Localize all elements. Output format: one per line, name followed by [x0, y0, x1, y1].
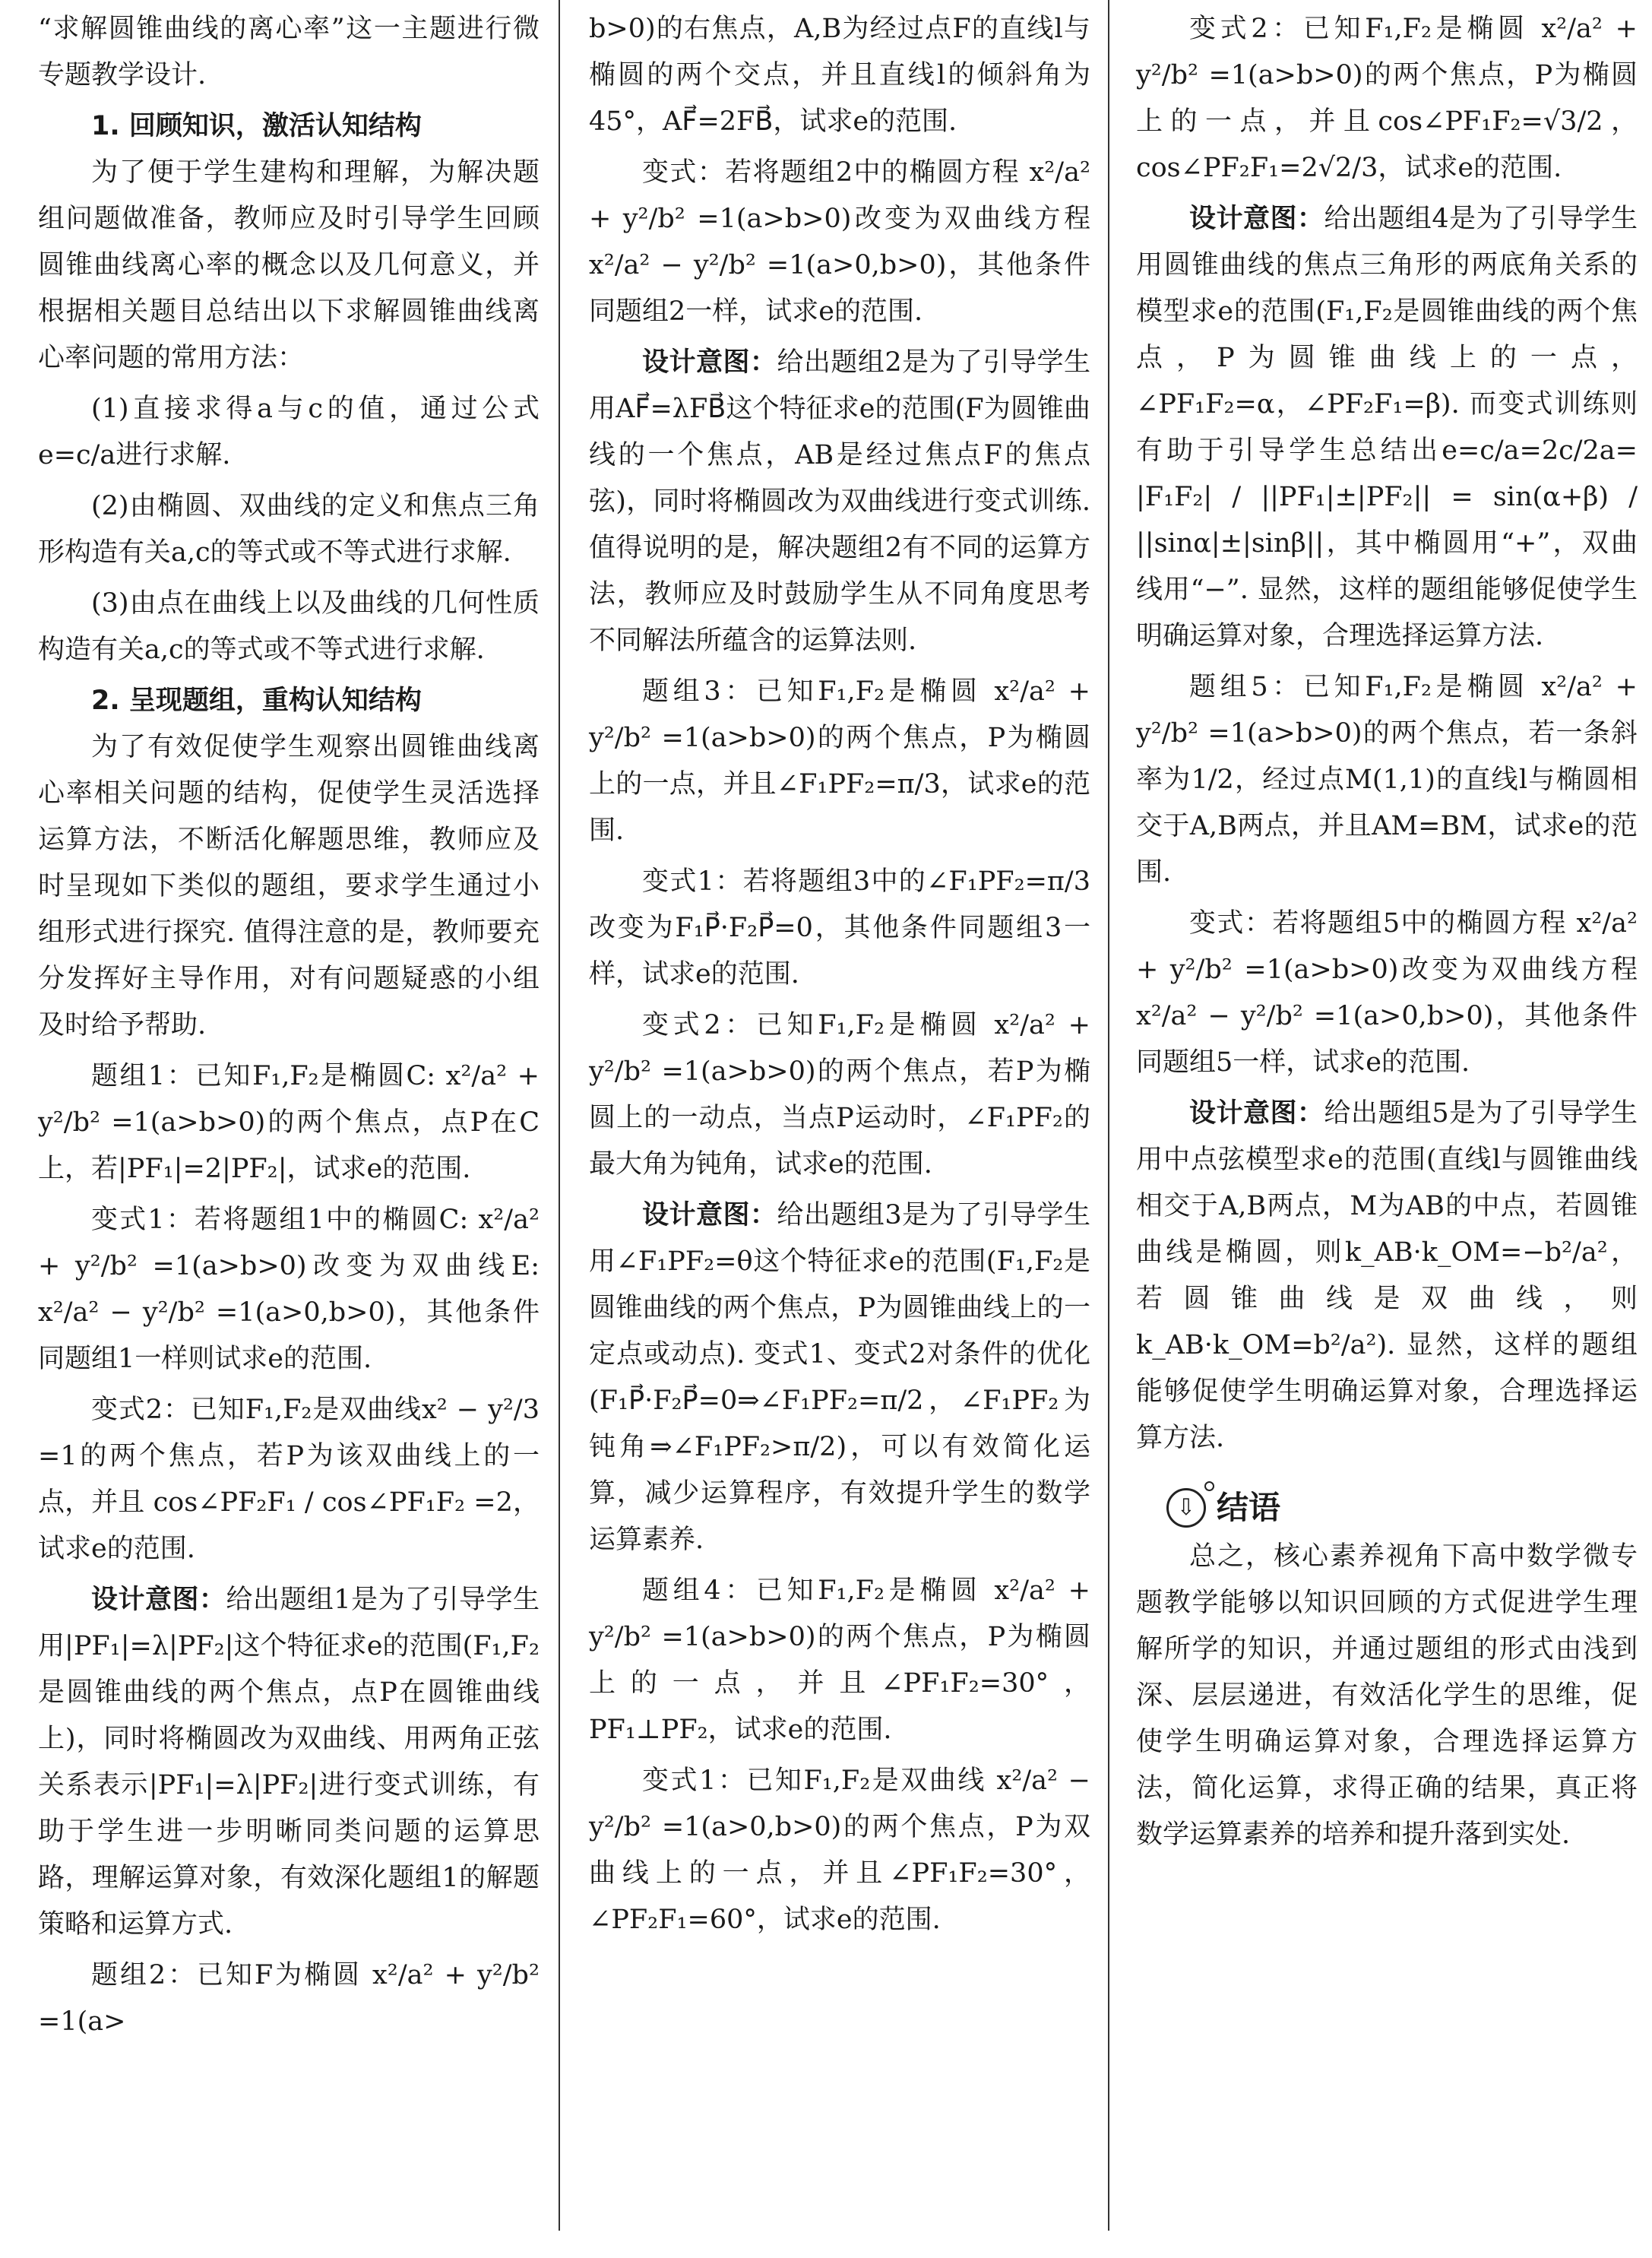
- design-intent-label: 设计意图：: [642, 347, 777, 378]
- paragraph-text: “求解圆锥曲线的离心率”这一主题进行微专题教学设计.: [38, 14, 540, 90]
- paragraph-text: 为了便于学生建构和理解，为解决题组问题做准备，教师应及时引导学生回顾圆锥曲线离心率的概念以及几何意义，并根据相关题目总结出以下求解圆锥曲线离心率问题的常用方法：: [38, 157, 540, 373]
- paragraph-text: 题组4：已知F₁,F₂是椭圆 x²/a² + y²/b² =1(a>b>0)的两个焦点，P为椭圆上的一点，并且∠PF₁F₂=30°，PF₁⊥PF₂，试求e的范围.: [589, 1576, 1090, 1745]
- design-intent-paragraph: [1136, 1091, 1638, 1462]
- paragraph: [38, 483, 540, 576]
- paragraph-text: 变式1：已知F₁,F₂是双曲线 x²/a² − y²/b² =1(a>0,b>0)的两个焦点，P为双曲线上的一点，并且∠PF₁F₂=30°，∠PF₂F₁=60°，试求e的范围.: [589, 1766, 1090, 1935]
- section-heading: 2. 呈现题组，重构认知结构: [91, 686, 422, 716]
- paragraph-text: 题组2：已知F为椭圆 x²/a² + y²/b² =1(a>: [38, 1960, 540, 2037]
- column-divider: [559, 0, 560, 2231]
- paragraph: [1136, 1534, 1638, 1858]
- paragraph-text: (3)由点在曲线上以及曲线的几何性质构造有关a,c的等式或不等式进行求解.: [38, 588, 540, 665]
- paragraph: [1136, 6, 1638, 192]
- paragraph: [589, 6, 1090, 145]
- paragraph-text: 题组1：已知F₁,F₂是椭圆C: x²/a² + y²/b² =1(a>b>0)的两个焦点，点P在C上，若|PF₁|=2|PF₂|，试求e的范围.: [38, 1061, 540, 1184]
- design-intent-label: 设计意图：: [91, 1585, 226, 1615]
- paragraph: [38, 386, 540, 479]
- design-intent-paragraph: [589, 1192, 1090, 1563]
- paragraph: [589, 1002, 1090, 1188]
- paragraph: [589, 1568, 1090, 1753]
- paragraph-text: (2)由椭圆、双曲线的定义和焦点三角形构造有关a,c的等式或不等式进行求解.: [38, 491, 540, 568]
- paragraph-text: b>0)的右焦点，A,B为经过点F的直线l与椭圆的两个交点，并且直线l的倾斜角为45°，AF⃗=2FB⃗，试求e的范围.: [589, 14, 1090, 137]
- paragraph: [1136, 901, 1638, 1086]
- paragraph-text: 为了有效促使学生观察出圆锥曲线离心率相关问题的结构，促使学生灵活选择运算方法，不断活化解题思维，教师应及时呈现如下类似的题组，要求学生通过小组形式进行探究. 值得注意的是，教师要充分发挥好主导作用，对有问题疑惑的小组及时给予帮助.: [38, 732, 540, 1040]
- paragraph-text: 给出题组3是为了引导学生用∠F₁PF₂=θ这个特征求e的范围(F₁,F₂是圆锥曲线的两个焦点，P为圆锥曲线上的一定点或动点). 变式1、变式2对条件的优化(F₁P⃗·F₂P⃗=0⇒∠F₁PF₂=π/2，∠F₁PF₂为钝角⇒∠F₁PF₂>π/2)，可以有效简化运算，减少运算程序，有效提升学生的数学运算素养.: [589, 1200, 1090, 1555]
- paragraph: [589, 150, 1090, 335]
- column-divider: [1108, 0, 1109, 2231]
- column-2: [589, 6, 1090, 1948]
- paragraph-text: 变式2：已知F₁,F₂是椭圆 x²/a² + y²/b² =1(a>b>0)的两个焦点，若P为椭圆上的一动点，当点P运动时，∠F₁PF₂的最大角为钝角，试求e的范围.: [589, 1010, 1090, 1180]
- paragraph-text: 变式2：已知F₁,F₂是椭圆 x²/a² + y²/b² =1(a>b>0)的两个焦点，P为椭圆上的一点，并且cos∠PF₁F₂=√3/2，cos∠PF₂F₁=2√2/3，试求e的范围.: [1136, 14, 1638, 183]
- paragraph-text: 变式2：已知F₁,F₂是双曲线x² − y²/3 =1的两个焦点，若P为该双曲线上的一点，并且 cos∠PF₂F₁ / cos∠PF₁F₂ =2，试求e的范围.: [38, 1395, 540, 1564]
- paragraph-text: 题组5：已知F₁,F₂是椭圆 x²/a² + y²/b² =1(a>b>0)的两个焦点，若一条斜率为1/2，经过点M(1,1)的直线l与椭圆相交于A,B两点，并且AM=BM，试求e的范围.: [1136, 672, 1638, 888]
- paragraph-text: (1)直接求得a与c的值，通过公式e=c/a进行求解.: [38, 394, 540, 470]
- paragraph: [38, 724, 540, 1049]
- paragraph-text: 给出题组1是为了引导学生用|PF₁|=λ|PF₂|这个特征求e的范围(F₁,F₂是圆锥曲线的两个焦点，点P在圆锥曲线上)，同时将椭圆改为双曲线、用两角正弦关系表示|PF₁|=λ|PF₂|进行变式训练，有助于学生进一步明晰同类问题的运算思路，理解运算对象，有效深化题组1的解题策略和运算方式.: [38, 1585, 540, 1940]
- paragraph: [589, 669, 1090, 854]
- paragraph: [38, 581, 540, 673]
- design-intent-paragraph: [589, 340, 1090, 664]
- paragraph-text: 变式1：若将题组1中的椭圆C: x²/a² + y²/b² =1(a>b>0)改变为双曲线E: x²/a² − y²/b² =1(a>0,b>0)，其他条件同题组1一样则试求e的范围.: [38, 1205, 540, 1374]
- column-1: [38, 6, 540, 2050]
- paragraph: [38, 150, 540, 382]
- conclusion-heading: [1166, 1484, 1638, 1531]
- circle-down-arrow-icon: ⇩: [1166, 1488, 1206, 1528]
- section-heading: 1. 回顾知识，激活认知结构: [91, 111, 422, 141]
- paragraph: [38, 1197, 540, 1382]
- column-3: [1136, 6, 1638, 1863]
- paragraph: [589, 1758, 1090, 1943]
- paragraph-text: 变式1：若将题组3中的∠F₁PF₂=π/3改变为F₁P⃗·F₂P⃗=0，其他条件同题组3一样，试求e的范围.: [589, 866, 1090, 990]
- design-intent-paragraph: [38, 1577, 540, 1948]
- design-intent-label: 设计意图：: [1189, 1098, 1324, 1129]
- paragraph-text: 变式：若将题组5中的椭圆方程 x²/a² + y²/b² =1(a>b>0)改变为双曲线方程 x²/a² − y²/b² =1(a>0,b>0)，其他条件同题组5一样，试求e的范围.: [1136, 908, 1638, 1078]
- design-intent-paragraph: [1136, 196, 1638, 660]
- paragraph: [589, 859, 1090, 998]
- paragraph-text: 总之，核心素养视角下高中数学微专题教学能够以知识回顾的方式促进学生理解所学的知识，并通过题组的形式由浅到深、层层递进，有效活化学生的思维，促使学生明确运算对象，合理选择运算方法，简化运算，求得正确的结果，真正将数学运算素养的培养和提升落到实处.: [1136, 1541, 1638, 1850]
- paragraph: [38, 1387, 540, 1572]
- paragraph: [1136, 664, 1638, 896]
- paragraph-text: 题组3：已知F₁,F₂是椭圆 x²/a² + y²/b² =1(a>b>0)的两个焦点，P为椭圆上的一点，并且∠F₁PF₂=π/3，试求e的范围.: [589, 676, 1090, 846]
- paragraph-text: 给出题组5是为了引导学生用中点弦模型求e的范围(直线l与圆锥曲线相交于A,B两点，M为AB的中点，若圆锥曲线是椭圆，则k_AB·k_OM=−b²/a²，若圆锥曲线是双曲线，则k_AB·k_OM=b²/a²). 显然，这样的题组能够促使学生明确运算对象，合理选择运算方法.: [1136, 1098, 1638, 1453]
- paragraph-text: 给出题组2是为了引导学生用AF⃗=λFB⃗这个特征求e的范围(F为圆锥曲线的一个焦点，AB是经过焦点F的焦点弦)，同时将椭圆改为双曲线进行变式训练. 值得说明的是，解决题组2有不同的运算方法，教师应及时鼓励学生从不同角度思考不同解法所蕴含的运算法则.: [589, 347, 1090, 656]
- paragraph-text: 变式：若将题组2中的椭圆方程 x²/a² + y²/b² =1(a>b>0)改变为双曲线方程 x²/a² − y²/b² =1(a>0,b>0)，其他条件同题组2一样，试求e的范围.: [589, 157, 1090, 327]
- paragraph: [38, 1952, 540, 2045]
- paragraph-text: 给出题组4是为了引导学生用圆锥曲线的焦点三角形的两底角关系的模型求e的范围(F₁,F₂是圆锥曲线的两个焦点，P为圆锥曲线上的一点，∠PF₁F₂=α，∠PF₂F₁=β). 而变式训练则有助于引导学生总结出e=c/a=2c/2a= |F₁F₂| / ||PF₁|±|PF₂|| = sin(α+β) / ||sinα|±|sinβ||，其中椭圆用“+”，双曲线用“−”. 显然，这样的题组能够促使学生明确运算对象，合理选择运算方法.: [1136, 204, 1638, 651]
- paragraph: [38, 1053, 540, 1192]
- design-intent-label: 设计意图：: [1189, 204, 1324, 234]
- conclusion-title: 结语: [1217, 1489, 1281, 1526]
- paragraph: [38, 6, 540, 99]
- design-intent-label: 设计意图：: [642, 1200, 777, 1230]
